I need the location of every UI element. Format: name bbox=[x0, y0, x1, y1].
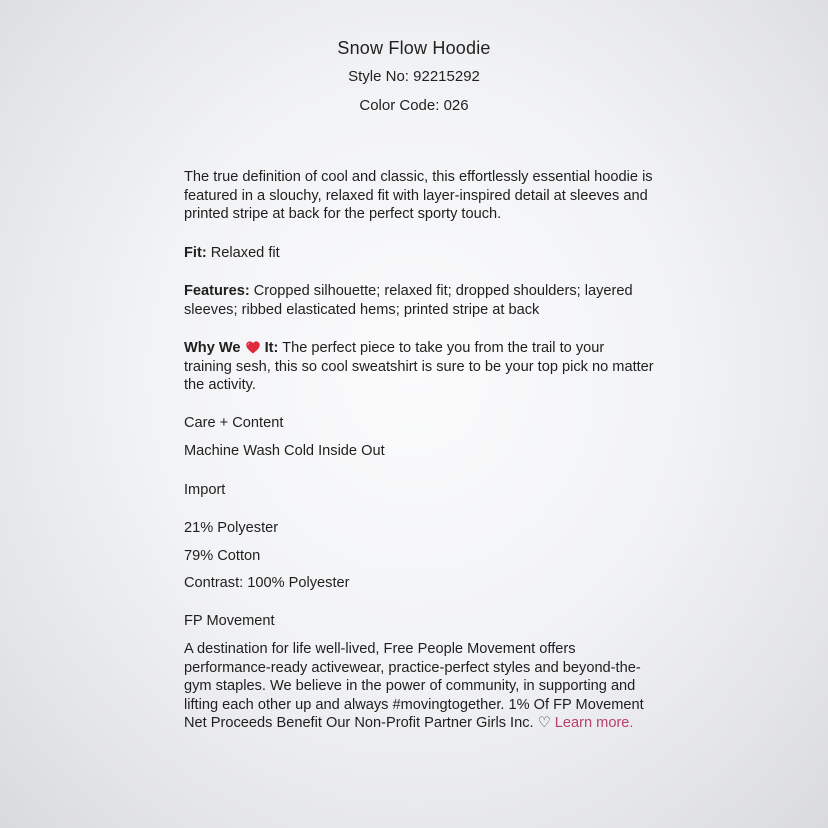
product-description: The true definition of cool and classic, this effortlessly essential hoodie is featured in a slouchy, relaxed fit with layer-inspired detail at sleeves and printed stripe at back for the perfect sporty touch. bbox=[184, 169, 653, 222]
product-details bbox=[184, 168, 654, 733]
material-line: 79% Cotton bbox=[184, 547, 261, 564]
product-title: Snow Flow Hoodie bbox=[337, 38, 491, 58]
why-label-suffix: It: bbox=[260, 340, 279, 356]
material-line: Contrast: 100% Polyester bbox=[184, 575, 350, 591]
care-heading: Care + Content bbox=[184, 414, 284, 431]
learn-more-link[interactable]: Learn more. bbox=[554, 715, 634, 731]
movement-heading: FP Movement bbox=[184, 612, 275, 629]
product-header bbox=[0, 34, 828, 120]
why-value: The perfect piece to take you from the trail to your training sesh, this so cool sweatshirt is sure to be your top pick no matter the activity. bbox=[184, 340, 654, 393]
color-code: Color Code: 026 bbox=[359, 97, 469, 114]
features-label: Features: bbox=[184, 283, 250, 299]
fit-label: Fit: bbox=[184, 244, 207, 261]
style-number: Style No: 92215292 bbox=[348, 68, 480, 85]
features-line bbox=[184, 282, 654, 319]
red-heart-icon bbox=[246, 341, 260, 354]
material-line: 21% Polyester bbox=[184, 520, 279, 536]
outline-heart-icon: ♡ bbox=[537, 715, 551, 731]
why-label-prefix: Why We bbox=[184, 340, 245, 356]
care-instruction: Machine Wash Cold Inside Out bbox=[184, 443, 385, 459]
movement-description bbox=[184, 640, 654, 733]
fit-value: Relaxed fit bbox=[206, 244, 280, 261]
why-we-love-it-line bbox=[184, 339, 654, 395]
fit-line bbox=[184, 244, 654, 263]
features-value: Cropped silhouette; relaxed fit; dropped shoulders; layered sleeves; ribbed elasticated hems; printed stripe at back bbox=[184, 283, 633, 318]
origin: Import bbox=[184, 481, 226, 498]
movement-body: A destination for life well-lived, Free People Movement offers performance-ready activewear, practice-perfect styles and beyond-the-gym staples. We believe in the power of community, in supporting and lifting each other up and always #movingtogether. 1% Of FP Movement Net Proceeds Benefit Our Non-Profit Partner Girls Inc. bbox=[184, 641, 644, 731]
